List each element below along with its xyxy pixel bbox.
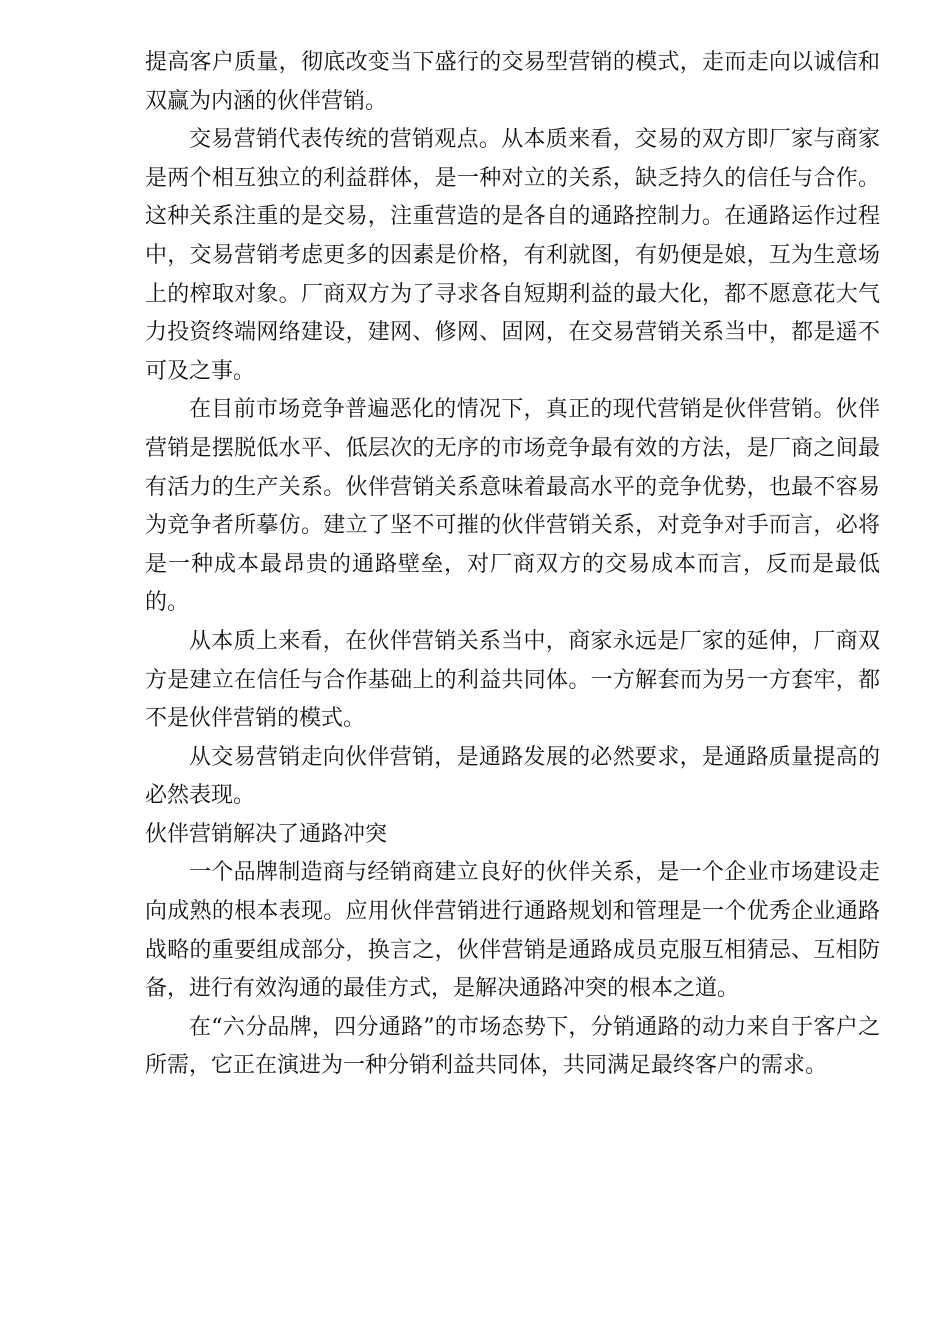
- paragraph-essence: 从本质上来看，在伙伴营销关系当中，商家永远是厂家的延伸，厂商双方是建立在信任与合作基础上的利益共同体。一方解套而为另一方套牢，都不是伙伴营销的模式。: [145, 628, 880, 732]
- document-body: [145, 44, 880, 1086]
- section-heading: 伙伴营销解决了通路冲突: [145, 821, 388, 847]
- paragraph-partner-marketing: 在目前市场竞争普遍恶化的情况下，真正的现代营销是伙伴营销。伙伴营销是摆脱低水平、低层次的无序的市场竞争最有效的方法，是厂商之间最有活力的生产关系。伙伴营销关系意味着最高水平的竞争优势，也最不容易为竞争者所摹仿。建立了坚不可摧的伙伴营销关系，对竞争对手而言，必将是一种成本最昂贵的通路壁垒，对厂商双方的交易成本而言，反而是最低的。: [145, 397, 880, 616]
- paragraph-brand-dealer: 一个品牌制造商与经销商建立良好的伙伴关系，是一个企业市场建设走向成熟的根本表现。应用伙伴营销进行通路规划和管理是一个优秀企业通路战略的重要组成部分，换言之，伙伴营销是通路成员克服互相猜忌、互相防备，进行有效沟通的最佳方式，是解决通路冲突的根本之道。: [145, 860, 880, 1002]
- paragraph-transition: 从交易营销走向伙伴营销，是通路发展的必然要求，是通路质量提高的必然表现。: [145, 744, 880, 809]
- paragraph-transaction-marketing: 交易营销代表传统的营销观点。从本质来看，交易的双方即厂家与商家是两个相互独立的利益群体，是一种对立的关系，缺乏持久的信任与合作。这种关系注重的是交易，注重营造的是各自的通路控制力。在通路运作过程中，交易营销考虑更多的因素是价格，有利就图，有奶便是娘，互为生意场上的榨取对象。厂商双方为了寻求各自短期利益的最大化，都不愿意花大气力投资终端网络建设，建网、修网、固网，在交易营销关系当中，都是遥不可及之事。: [145, 127, 880, 384]
- paragraph-market-trend: 在“六分品牌，四分通路”的市场态势下，分销通路的动力来自于客户之所需，它正在演进为一种分销利益共同体，共同满足最终客户的需求。: [145, 1014, 880, 1079]
- paragraph-continuation: 提高客户质量，彻底改变当下盛行的交易型营销的模式，走而走向以诚信和双赢为内涵的伙伴营销。: [145, 50, 880, 114]
